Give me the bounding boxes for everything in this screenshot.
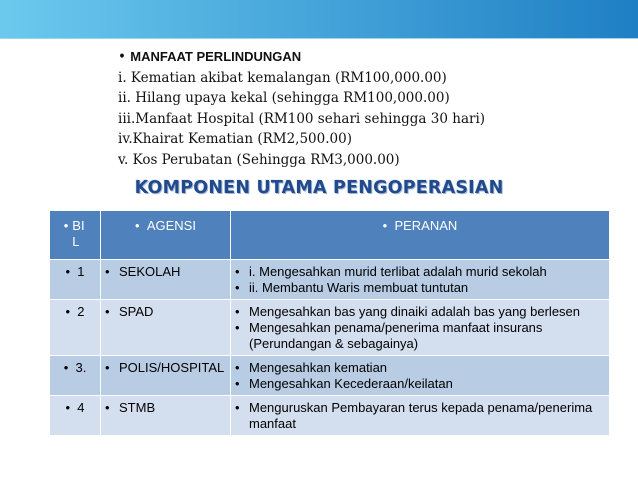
cell-bil	[50, 260, 101, 300]
peranan-item: ii. Membantu Waris membuat tuntutan	[249, 280, 469, 295]
table-header-row	[50, 211, 610, 260]
bullet-icon: •	[118, 49, 131, 65]
cell-bil	[50, 356, 101, 396]
benefit-item: ii. Hilang upaya kekal (sehingga RM100,000.00)	[118, 90, 450, 107]
section-title: KOMPONEN UTAMA PENGOPERASIAN	[134, 178, 504, 198]
cell-agensi	[101, 396, 231, 436]
bil-value: 3.	[75, 360, 87, 375]
benefit-item: iii.Manfaat Hospital (RM100 sehari sehingga 30 hari)	[118, 110, 486, 127]
header-bil-label: BIL	[72, 218, 85, 249]
cell-peranan	[231, 396, 610, 436]
benefits-list	[118, 47, 485, 171]
bullet-icon: •	[105, 360, 110, 375]
table-row	[50, 356, 610, 396]
table-row	[50, 396, 610, 436]
cell-peranan	[231, 356, 610, 396]
bullet-icon: •	[235, 264, 240, 279]
benefit-item: iv.Khairat Kematian (RM2,500.00)	[118, 131, 352, 148]
bullet-icon: •	[65, 400, 78, 415]
bullet-icon: •	[235, 280, 240, 295]
bullet-icon: •	[382, 218, 395, 233]
header-cell-bil	[50, 211, 101, 260]
header-cell-peranan	[231, 211, 610, 260]
bil-value: 2	[77, 304, 85, 319]
peranan-item: Mengesahkan kematian	[249, 360, 388, 375]
bullet-icon: •	[65, 304, 78, 319]
bullet-icon: •	[235, 360, 240, 375]
peranan-item: Mengesahkan bas yang dinaiki adalah bas yang berlesen	[249, 304, 581, 319]
benefit-item: v. Kos Perubatan (Sehingga RM3,000.00)	[118, 151, 400, 168]
agensi-value: STMB	[119, 400, 156, 415]
table-row	[50, 300, 610, 356]
table-row	[50, 260, 610, 300]
agensi-value: SPAD	[119, 304, 154, 319]
bullet-icon: •	[235, 304, 240, 319]
peranan-item: Menguruskan Pembayaran terus kepada penama/penerima manfaat	[249, 400, 593, 431]
components-table	[49, 210, 610, 436]
peranan-item: Mengesahkan penama/penerima manfaat insurans (Perundangan & sebagainya)	[249, 320, 543, 351]
benefits-heading-line	[118, 47, 485, 68]
bullet-icon: •	[105, 264, 110, 279]
bullet-icon: •	[63, 360, 76, 375]
bullet-icon: •	[135, 218, 147, 233]
top-banner	[0, 0, 638, 38]
header-agensi-label: AGENSI	[146, 218, 196, 233]
cell-agensi	[101, 356, 231, 396]
bullet-icon: •	[105, 400, 110, 415]
bil-value: 1	[77, 264, 85, 279]
cell-agensi	[101, 300, 231, 356]
peranan-item: Mengesahkan Kecederaan/keilatan	[249, 376, 453, 391]
header-cell-agensi	[101, 211, 231, 260]
cell-bil	[50, 396, 101, 436]
benefits-heading: MANFAAT PERLINDUNGAN	[130, 49, 302, 64]
benefit-item: i. Kematian akibat kemalangan (RM100,000.00)	[118, 69, 447, 86]
bullet-icon: •	[235, 376, 240, 391]
agensi-value: POLIS/HOSPITAL	[119, 360, 225, 375]
bullet-icon: •	[65, 264, 78, 279]
bullet-icon: •	[235, 320, 240, 335]
bullet-icon: •	[63, 218, 69, 233]
bullet-icon: •	[235, 400, 240, 415]
bil-value: 4	[77, 400, 85, 415]
cell-peranan	[231, 260, 610, 300]
peranan-item: i. Mengesahkan murid terlibat adalah murid sekolah	[249, 264, 547, 279]
cell-bil	[50, 300, 101, 356]
cell-peranan	[231, 300, 610, 356]
bullet-icon: •	[105, 304, 110, 319]
agensi-value: SEKOLAH	[119, 264, 181, 279]
top-divider	[0, 38, 638, 39]
cell-agensi	[101, 260, 231, 300]
header-peranan-label: PERANAN	[394, 218, 458, 233]
